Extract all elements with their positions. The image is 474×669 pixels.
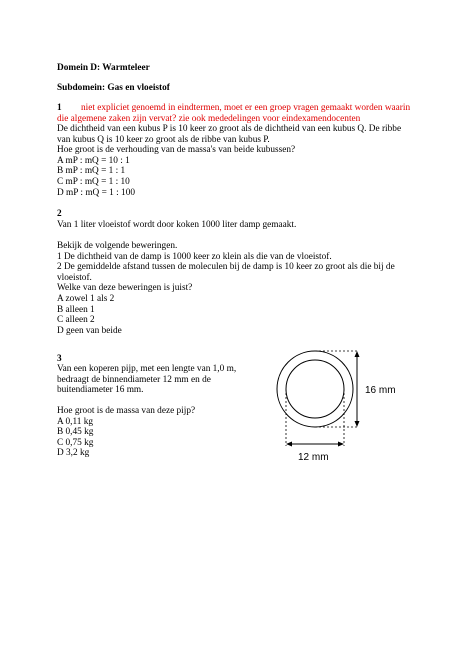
answer-option-b: B alleen 1 bbox=[57, 304, 95, 315]
answer-option-a: A zowel 1 als 2 bbox=[57, 293, 115, 304]
question-3-number: 3 bbox=[57, 354, 62, 364]
pipe-outer-circle bbox=[277, 351, 353, 427]
answer-option-c: C alleen 2 bbox=[57, 315, 95, 326]
inner-arrow-right bbox=[338, 442, 344, 447]
statement-line: Bekijk de volgende beweringen. bbox=[57, 241, 178, 251]
question-line: van kubus Q is 10 keer zo groot als de ribbe van kubus P. bbox=[57, 134, 270, 145]
outer-diameter-label: 16 mm bbox=[365, 385, 396, 396]
note-line: die algemene zaken zijn vervat? zie ook mededelingen voor eindexamendocenten bbox=[57, 113, 361, 124]
pipe-inner-circle bbox=[286, 360, 344, 418]
answer-option-d: D 3,2 kg bbox=[57, 448, 90, 459]
question-1-note bbox=[57, 103, 410, 124]
question-2-statements bbox=[57, 241, 395, 336]
question-2-number: 2 bbox=[57, 209, 62, 219]
statement-line: 1 De dichtheid van de damp is 1000 keer zo klein als die van de vloeistof. bbox=[57, 251, 332, 262]
statement-line: vloeistof. bbox=[57, 272, 92, 283]
question-line: Van een koperen pijp, met een lengte van 1,0 m, bbox=[57, 364, 237, 374]
question-1-text bbox=[57, 124, 401, 198]
answer-option-c: C mP : mQ = 1 : 10 bbox=[57, 176, 130, 187]
domain-heading: Domein D: Warmteleer bbox=[57, 63, 150, 73]
question-3-answers bbox=[57, 406, 195, 459]
pipe-cross-section-figure bbox=[268, 345, 408, 470]
subdomain-heading: Subdomein: Gas en vloeistof bbox=[57, 83, 170, 93]
outer-arrow-top bbox=[355, 351, 360, 357]
answer-option-a: A mP : mQ = 10 : 1 bbox=[57, 155, 130, 166]
question-1-number: 1 bbox=[57, 103, 62, 113]
question-line: Hoe groot is de verhouding van de massa's van beide kubussen? bbox=[57, 145, 296, 156]
question-line: De dichtheid van een kubus P is 10 keer zo groot als de dichtheid van een kubus Q. De ribbe bbox=[57, 124, 402, 134]
outer-arrow-bottom bbox=[355, 421, 360, 427]
inner-diameter-label: 12 mm bbox=[298, 452, 329, 463]
question-3-text bbox=[57, 364, 236, 396]
question-line: buitendiameter 16 mm. bbox=[57, 385, 144, 396]
statement-line: 2 De gemiddelde afstand tussen de moleculen bij de damp is 10 keer zo groot als die bij de bbox=[57, 262, 395, 273]
answer-option-d: D geen van beide bbox=[57, 325, 122, 336]
question-2-text bbox=[57, 220, 296, 231]
answer-option-c: C 0,75 kg bbox=[57, 437, 94, 448]
question-line: Hoe groot is de massa van deze pijp? bbox=[57, 406, 196, 416]
answer-option-a: A 0,11 kg bbox=[57, 416, 94, 427]
note-line: niet expliciet genoemd in eindtermen, moet er een groep vragen gemaakt worden waarin bbox=[81, 103, 411, 113]
inner-arrow-left bbox=[286, 442, 292, 447]
question-line: Van 1 liter vloeistof wordt door koken 1000 liter damp gemaakt. bbox=[57, 220, 297, 230]
answer-option-b: B 0,45 kg bbox=[57, 427, 94, 438]
question-line: bedraagt de binnendiameter 12 mm en de bbox=[57, 374, 211, 385]
statement-line: Welke van deze beweringen is juist? bbox=[57, 283, 193, 294]
answer-option-d: D mP : mQ = 1 : 100 bbox=[57, 187, 135, 198]
answer-option-b: B mP : mQ = 1 : 1 bbox=[57, 166, 126, 177]
